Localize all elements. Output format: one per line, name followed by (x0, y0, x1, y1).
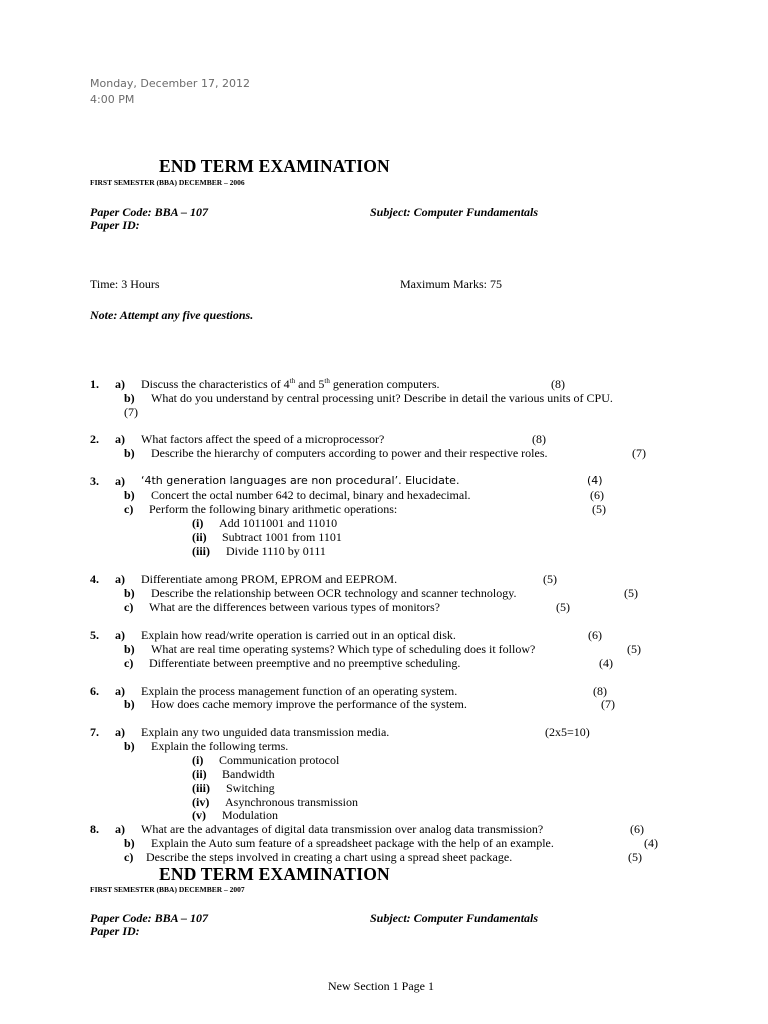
question-text: Explain the Auto sum feature of a spreadsheet package with the help of an example. (151, 836, 554, 850)
exam-title: END TERM EXAMINATION (159, 156, 390, 176)
question-text: What are the differences between various types of monitors? (149, 600, 440, 614)
question-number: 4. (90, 572, 99, 586)
question-text: Perform the following binary arithmetic operations: (149, 502, 398, 516)
exam-subtitle-2: FIRST SEMESTER (BBA) DECEMBER – 2007 (90, 885, 245, 894)
subpart-label: (i) (192, 516, 204, 530)
part-label: b) (124, 586, 135, 600)
part-label: a) (115, 684, 125, 698)
question-text: What are the advantages of digital data transmission over analog data transmission? (141, 822, 544, 836)
question-text: Describe the steps involved in creating a chart using a spread sheet package. (146, 850, 513, 864)
subpart-label: (v) (192, 808, 206, 822)
subpart-text: Add 1011001 and 11010 (219, 516, 338, 530)
part-label: a) (115, 377, 125, 391)
question-text: What are real time operating systems? Which type of scheduling does it follow? (151, 642, 536, 656)
exam-title-2: END TERM EXAMINATION (159, 864, 390, 884)
part-label: b) (124, 739, 135, 753)
question-marks: (8) (593, 684, 607, 698)
subpart-text: Asynchronous transmission (225, 795, 358, 809)
subpart-label: (iv) (192, 795, 210, 809)
part-label: b) (124, 697, 135, 711)
question-text: Discuss the characteristics of 4th and 5th generation computers. (141, 377, 440, 391)
part-label: b) (124, 446, 135, 460)
question-text: What do you understand by central processing unit? Describe in detail the various units of CPU. (151, 391, 613, 405)
question-marks: (6) (590, 488, 604, 502)
part-label: b) (124, 642, 135, 656)
subpart-label: (iii) (192, 781, 210, 795)
question-text: What factors affect the speed of a microprocessor? (141, 432, 385, 446)
question-marks: (7) (632, 446, 646, 460)
subject: Subject: Computer Fundamentals (370, 205, 539, 219)
question-number: 3. (90, 474, 99, 488)
exam-time: Time: 3 Hours (90, 277, 160, 291)
part-label: c) (124, 600, 134, 614)
question-marks: (7) (124, 405, 138, 419)
subpart-text: Modulation (222, 808, 278, 822)
page-footer: New Section 1 Page 1 (328, 979, 434, 993)
paper-code: Paper Code: BBA – 107 (90, 205, 209, 219)
part-label: c) (124, 850, 134, 864)
note-time: 4:00 PM (90, 93, 135, 106)
question-text: Explain any two unguided data transmission media. (141, 725, 390, 739)
question-text: Differentiate among PROM, EPROM and EEPROM. (141, 572, 398, 586)
question-number: 2. (90, 432, 99, 446)
question-text: Explain how read/write operation is carried out in an optical disk. (141, 628, 456, 642)
part-label: a) (115, 822, 125, 836)
part-label: a) (115, 725, 125, 739)
part-label: a) (115, 432, 125, 446)
question-text: Differentiate between preemptive and no preemptive scheduling. (149, 656, 461, 670)
question-marks: (5) (543, 572, 557, 586)
question-marks: (5) (624, 586, 638, 600)
question-number: 6. (90, 684, 99, 698)
question-marks: (7) (601, 697, 615, 711)
subpart-label: (i) (192, 753, 204, 767)
question-marks: (4) (587, 474, 603, 487)
question-number: 1. (90, 377, 99, 391)
subpart-text: Bandwidth (222, 767, 275, 781)
question-text: Explain the following terms. (151, 739, 289, 753)
subject-2: Subject: Computer Fundamentals (370, 911, 539, 925)
question-text: Explain the process management function of an operating system. (141, 684, 458, 698)
exam-note: Note: Attempt any five questions. (90, 308, 254, 322)
paper-id: Paper ID: (90, 218, 140, 232)
question-marks: (4) (644, 836, 658, 850)
subpart-text: Divide 1110 by 0111 (226, 544, 326, 558)
part-label: b) (124, 836, 135, 850)
part-label: c) (124, 656, 134, 670)
question-number: 8. (90, 822, 99, 836)
part-label: c) (124, 502, 134, 516)
question-marks: (8) (532, 432, 546, 446)
subpart-text: Subtract 1001 from 1101 (222, 530, 342, 544)
question-text: Describe the hierarchy of computers according to power and their respective roles. (151, 446, 548, 460)
question-marks: (5) (627, 642, 641, 656)
max-marks: Maximum Marks: 75 (400, 277, 502, 291)
subpart-label: (ii) (192, 767, 207, 781)
part-label: a) (115, 572, 125, 586)
part-label: b) (124, 391, 135, 405)
question-text: Concert the octal number 642 to decimal, binary and hexadecimal. (151, 488, 471, 502)
question-marks: (5) (556, 600, 570, 614)
part-label: b) (124, 488, 135, 502)
subpart-label: (iii) (192, 544, 210, 558)
exam-subtitle: FIRST SEMESTER (BBA) DECEMBER – 2006 (90, 178, 245, 187)
question-marks: (5) (628, 850, 642, 864)
part-label: a) (115, 474, 125, 488)
subpart-label: (ii) (192, 530, 207, 544)
question-marks: (4) (599, 656, 613, 670)
subpart-text: Switching (226, 781, 275, 795)
question-marks: (5) (592, 502, 606, 516)
question-marks: (6) (630, 822, 644, 836)
paper-code-2: Paper Code: BBA – 107 (90, 911, 209, 925)
part-label: a) (115, 628, 125, 642)
question-text: Describe the relationship between OCR technology and scanner technology. (151, 586, 517, 600)
question-text: ‘4th generation languages are non procedural’. Elucidate. (141, 474, 460, 487)
question-marks: (2x5=10) (545, 725, 590, 739)
note-date: Monday, December 17, 2012 (90, 77, 250, 90)
question-number: 7. (90, 725, 99, 739)
question-text: How does cache memory improve the performance of the system. (151, 697, 467, 711)
question-marks: (8) (551, 377, 565, 391)
subpart-text: Communication protocol (219, 753, 340, 767)
paper-id-2: Paper ID: (90, 924, 140, 938)
question-number: 5. (90, 628, 99, 642)
question-marks: (6) (588, 628, 602, 642)
